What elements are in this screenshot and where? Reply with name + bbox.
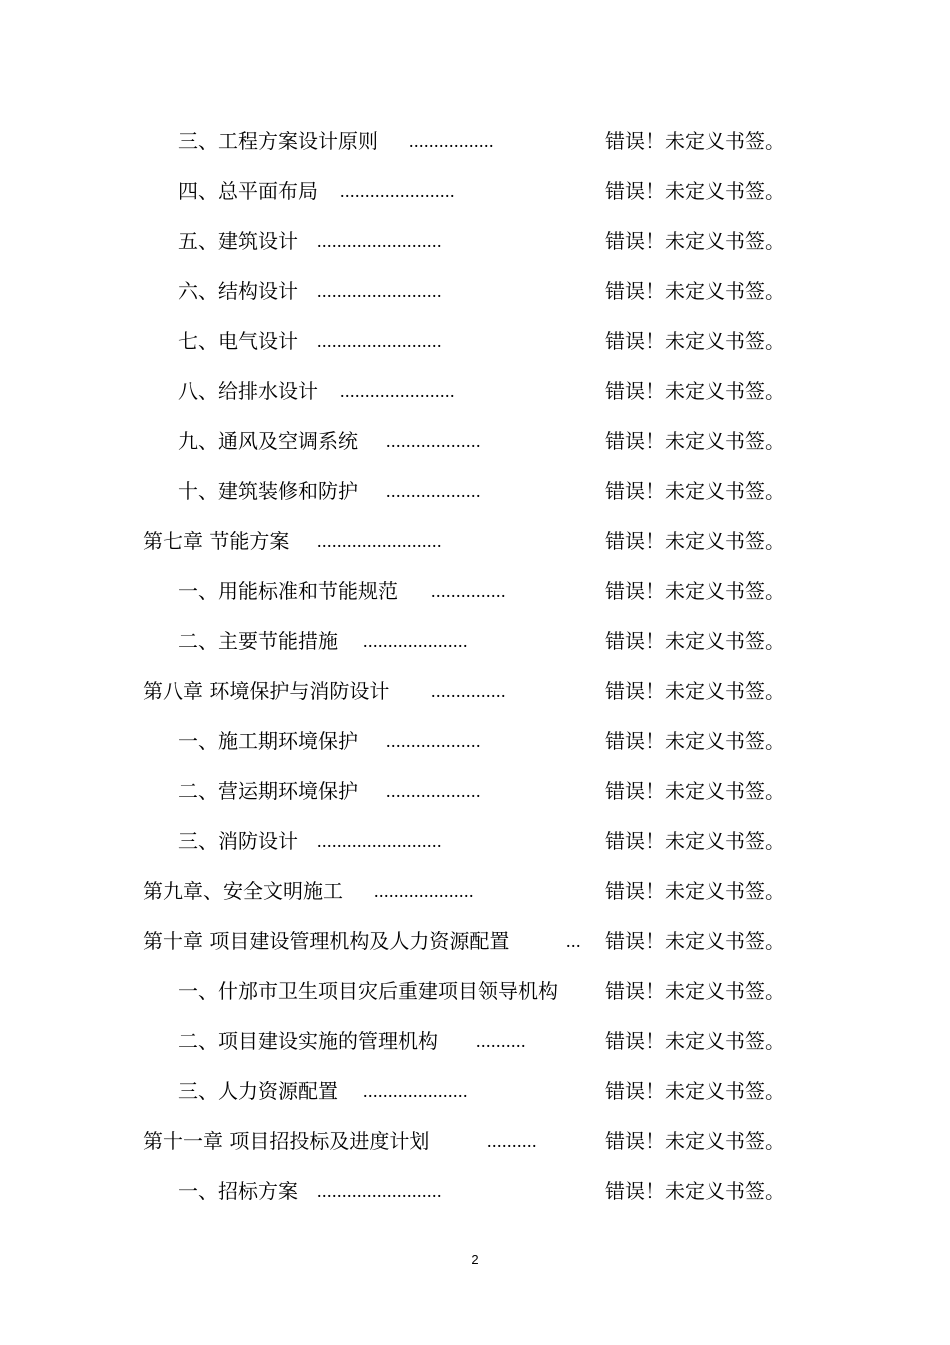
toc-entry — [0, 416, 950, 466]
toc-leader: ................... — [386, 481, 481, 501]
toc-entry-title: 一、用能标准和节能规范 — [178, 579, 398, 603]
toc-page-ref: 错误！未定义书签。 — [605, 979, 785, 1003]
toc-entry-chapter — [0, 516, 950, 566]
toc-leader: ......................... — [317, 231, 442, 251]
toc-entry-chapter — [0, 866, 950, 916]
toc-entry — [0, 616, 950, 666]
toc-entry-title: 四、总平面布局 — [178, 179, 318, 203]
toc-page-ref: 错误！未定义书签。 — [605, 329, 785, 353]
toc-page-ref: 错误！未定义书签。 — [605, 1079, 785, 1103]
toc-entry-title: 八、给排水设计 — [178, 379, 318, 403]
toc-leader: ......................... — [317, 531, 442, 551]
toc-entry — [0, 366, 950, 416]
toc-leader: ..................... — [363, 1081, 468, 1101]
toc-page-ref: 错误！未定义书签。 — [605, 1129, 785, 1153]
toc-entry — [0, 466, 950, 516]
toc-entry-chapter — [0, 666, 950, 716]
toc-leader: ......................... — [317, 331, 442, 351]
toc-page-ref: 错误！未定义书签。 — [605, 429, 785, 453]
toc-entry-title: 二、主要节能措施 — [178, 629, 338, 653]
toc-entry-chapter — [0, 916, 950, 966]
toc-page-ref: 错误！未定义书签。 — [605, 579, 785, 603]
toc-leader: .......... — [476, 1031, 526, 1051]
toc-leader: ................... — [386, 731, 481, 751]
toc-leader: ....................... — [340, 181, 455, 201]
toc-entry-chapter — [0, 1116, 950, 1166]
toc-entry-title: 第十章 项目建设管理机构及人力资源配置 — [143, 929, 510, 953]
toc-entry-title: 一、什邡市卫生项目灾后重建项目领导机构 — [178, 979, 558, 1003]
toc-leader: ......................... — [317, 1181, 442, 1201]
toc-entry-title: 第八章 环境保护与消防设计 — [143, 679, 390, 703]
toc-entry-title: 五、建筑设计 — [178, 229, 298, 253]
toc-page-ref: 错误！未定义书签。 — [605, 679, 785, 703]
toc-page-ref: 错误！未定义书签。 — [605, 729, 785, 753]
page-number: 2 — [471, 1252, 479, 1267]
toc-entry-title: 第十一章 项目招投标及进度计划 — [143, 1129, 430, 1153]
toc-leader: ............... — [431, 581, 506, 601]
toc-entry — [0, 1066, 950, 1116]
toc-entry-title: 七、电气设计 — [178, 329, 298, 353]
toc-page-ref: 错误！未定义书签。 — [605, 879, 785, 903]
toc-page-ref: 错误！未定义书签。 — [605, 279, 785, 303]
toc-entry — [0, 1166, 950, 1216]
table-of-contents — [0, 116, 950, 1216]
toc-entry — [0, 1016, 950, 1066]
toc-page-ref: 错误！未定义书签。 — [605, 379, 785, 403]
toc-entry-title: 二、项目建设实施的管理机构 — [178, 1029, 438, 1053]
toc-entry-title: 六、结构设计 — [178, 279, 298, 303]
toc-entry — [0, 816, 950, 866]
toc-page-ref: 错误！未定义书签。 — [605, 179, 785, 203]
toc-page-ref: 错误！未定义书签。 — [605, 529, 785, 553]
toc-entry-title: 三、工程方案设计原则 — [178, 129, 378, 153]
toc-page-ref: 错误！未定义书签。 — [605, 129, 785, 153]
toc-leader: ............... — [431, 681, 506, 701]
toc-page-ref: 错误！未定义书签。 — [605, 779, 785, 803]
toc-entry-title: 十、建筑装修和防护 — [178, 479, 358, 503]
toc-entry — [0, 566, 950, 616]
toc-entry — [0, 166, 950, 216]
toc-entry-title: 三、人力资源配置 — [178, 1079, 338, 1103]
toc-entry — [0, 316, 950, 366]
toc-entry-title: 第九章、安全文明施工 — [143, 879, 343, 903]
toc-page-ref: 错误！未定义书签。 — [605, 1179, 785, 1203]
toc-entry — [0, 716, 950, 766]
toc-entry-title: 第七章 节能方案 — [143, 529, 290, 553]
toc-page-ref: 错误！未定义书签。 — [605, 929, 785, 953]
toc-entry-title: 九、通风及空调系统 — [178, 429, 358, 453]
toc-leader: ....................... — [340, 381, 455, 401]
toc-entry — [0, 116, 950, 166]
toc-page-ref: 错误！未定义书签。 — [605, 1029, 785, 1053]
toc-leader: ......................... — [317, 831, 442, 851]
toc-page-ref: 错误！未定义书签。 — [605, 479, 785, 503]
toc-entry — [0, 216, 950, 266]
toc-leader: ......................... — [317, 281, 442, 301]
toc-leader: ................... — [386, 431, 481, 451]
toc-entry-title: 一、施工期环境保护 — [178, 729, 358, 753]
toc-leader: .................... — [374, 881, 474, 901]
toc-entry-title: 三、消防设计 — [178, 829, 298, 853]
toc-leader: ... — [566, 931, 581, 951]
toc-entry-title: 一、招标方案 — [178, 1179, 298, 1203]
toc-entry — [0, 766, 950, 816]
toc-leader: ................. — [409, 131, 494, 151]
toc-page-ref: 错误！未定义书签。 — [605, 629, 785, 653]
toc-page-ref: 错误！未定义书签。 — [605, 229, 785, 253]
toc-entry — [0, 966, 950, 1016]
toc-entry-title: 二、营运期环境保护 — [178, 779, 358, 803]
toc-page-ref: 错误！未定义书签。 — [605, 829, 785, 853]
toc-leader: .......... — [487, 1131, 537, 1151]
toc-entry — [0, 266, 950, 316]
toc-leader: ..................... — [363, 631, 468, 651]
toc-leader: ................... — [386, 781, 481, 801]
